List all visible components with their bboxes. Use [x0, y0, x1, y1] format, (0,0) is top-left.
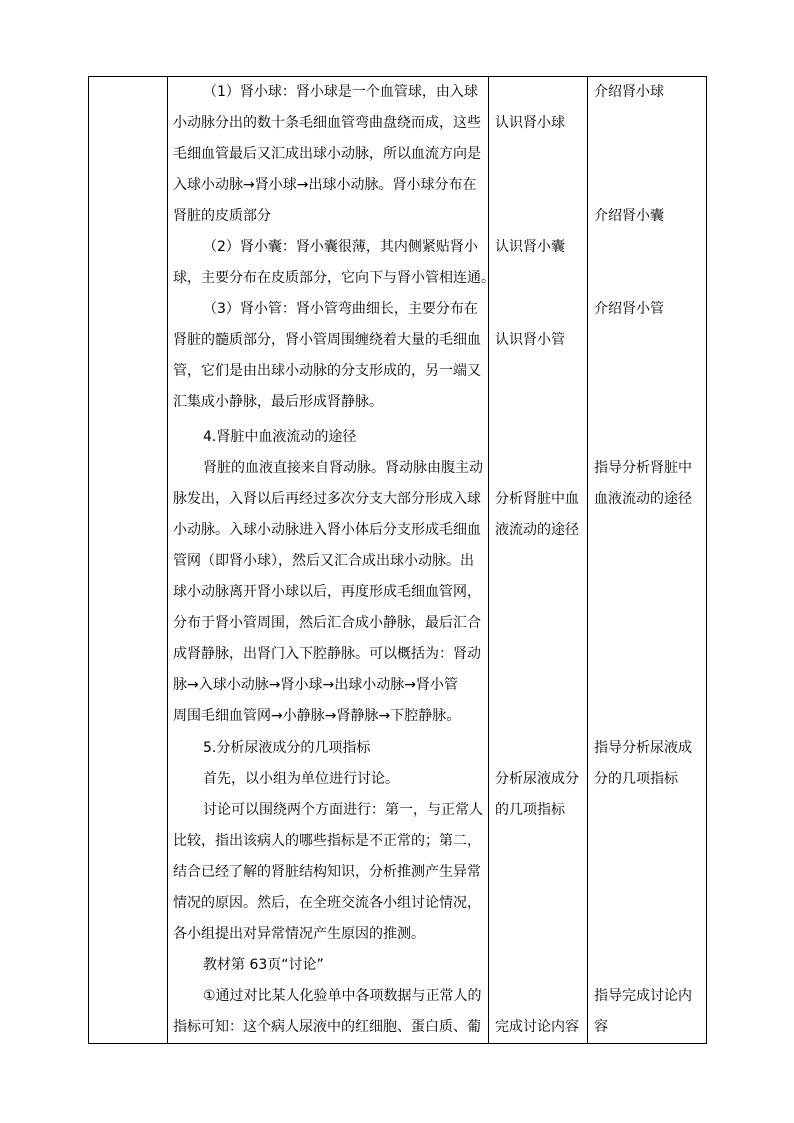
- content-line: 比较，指出该病人的哪些指标是不正常的；第二，: [173, 833, 481, 849]
- student-activity-line: 认识肾小管: [495, 332, 565, 348]
- table-left-border: [88, 76, 89, 1044]
- section-heading: 4.肾脏中血液流动的途径: [203, 429, 357, 445]
- table-top-border: [88, 76, 707, 77]
- column-divider-3: [587, 76, 588, 1044]
- content-line: 分布于肾小管周围，然后汇合成小静脉，最后汇合: [173, 615, 481, 631]
- column-divider-2: [488, 76, 489, 1044]
- content-line: 结合已经了解的肾脏结构知识，分析推测产生异常: [173, 864, 481, 880]
- content-line: 脉发出，入肾以后再经过多次分支大部分形成入球: [173, 491, 481, 507]
- teacher-activity-line: 血液流动的途径: [594, 491, 692, 507]
- teacher-activity-line: 分的几项指标: [594, 771, 678, 787]
- content-line: 管网（即肾小球），然后又汇合成出球小动脉。出: [173, 553, 474, 569]
- content-line: 肾脏的血液直接来自肾动脉。肾动脉由腹主动: [203, 460, 483, 476]
- content-line: （2）肾小囊：肾小囊很薄，其内侧紧贴肾小: [203, 239, 478, 255]
- content-line: 球，主要分布在皮质部分，它向下与肾小管相连通。: [173, 270, 495, 286]
- content-line: 肾脏的皮质部分: [173, 208, 271, 224]
- teacher-activity-line: 介绍肾小囊: [594, 208, 664, 224]
- teacher-activity-line: 指导分析尿液成: [594, 740, 692, 756]
- content-line: ①通过对比某人化验单中各项数据与正常人的: [203, 988, 482, 1004]
- content-line: 教材第 63页“讨论”: [203, 957, 324, 973]
- student-activity-line: 分析尿液成分: [495, 771, 579, 787]
- teacher-activity-line: 指导完成讨论内: [594, 988, 692, 1004]
- student-activity-line: 分析肾脏中血: [495, 491, 579, 507]
- column-divider-1: [167, 76, 168, 1044]
- student-activity-line: 液流动的途径: [495, 522, 579, 538]
- student-activity-line: 认识肾小囊: [495, 239, 565, 255]
- content-line: 小动脉分出的数十条毛细血管弯曲盘绕而成，这些: [173, 115, 481, 131]
- section-heading: 5.分析尿液成分的几项指标: [203, 740, 371, 756]
- teacher-activity-line: 指导分析肾脏中: [594, 460, 692, 476]
- content-line: 指标可知：这个病人尿液中的红细胞、蛋白质、葡: [173, 1019, 481, 1035]
- content-line: 讨论可以围绕两个方面进行：第一，与正常人: [203, 802, 483, 818]
- student-activity-line: 认识肾小球: [495, 115, 565, 131]
- content-line: （3）肾小管：肾小管弯曲细长，主要分布在: [203, 301, 478, 317]
- content-line: 首先，以小组为单位进行讨论。: [203, 771, 399, 787]
- student-activity-line: 完成讨论内容: [495, 1019, 579, 1035]
- content-line: 毛细血管最后又汇成出球小动脉，所以血流方向是: [173, 146, 481, 162]
- teacher-activity-line: 介绍肾小管: [594, 301, 664, 317]
- content-line: （1）肾小球：肾小球是一个血管球，由入球: [203, 84, 478, 100]
- content-line: 汇集成小静脉，最后形成肾静脉。: [173, 394, 383, 410]
- content-line: 各小组提出对异常情况产生原因的推测。: [173, 926, 425, 942]
- content-line: 成肾静脉，出肾门入下腔静脉。可以概括为：肾动: [173, 646, 481, 662]
- student-activity-line: 的几项指标: [495, 802, 565, 818]
- content-line: 周围毛细血管网→小静脉→肾静脉→下腔静脉。: [173, 708, 461, 724]
- table-right-border: [706, 76, 707, 1044]
- content-line: 入球小动脉→肾小球→出球小动脉。肾小球分布在: [173, 177, 477, 193]
- content-line: 情况的原因。然后，在全班交流各小组讨论情况，: [173, 895, 481, 911]
- content-line: 管，它们是由出球小动脉的分支形成的，另一端又: [173, 363, 481, 379]
- content-line: 球小动脉离开肾小球以后，再度形成毛细血管网，: [173, 584, 481, 600]
- content-line: 小动脉。入球小动脉进入肾小体后分支形成毛细血: [173, 522, 481, 538]
- content-line: 肾脏的髓质部分，肾小管周围缠绕着大量的毛细血: [173, 332, 481, 348]
- content-line: 脉→入球小动脉→肾小球→出球小动脉→肾小管: [173, 677, 458, 693]
- teacher-activity-line: 容: [594, 1019, 608, 1035]
- table-bottom-border: [88, 1043, 707, 1044]
- teacher-activity-line: 介绍肾小球: [594, 84, 664, 100]
